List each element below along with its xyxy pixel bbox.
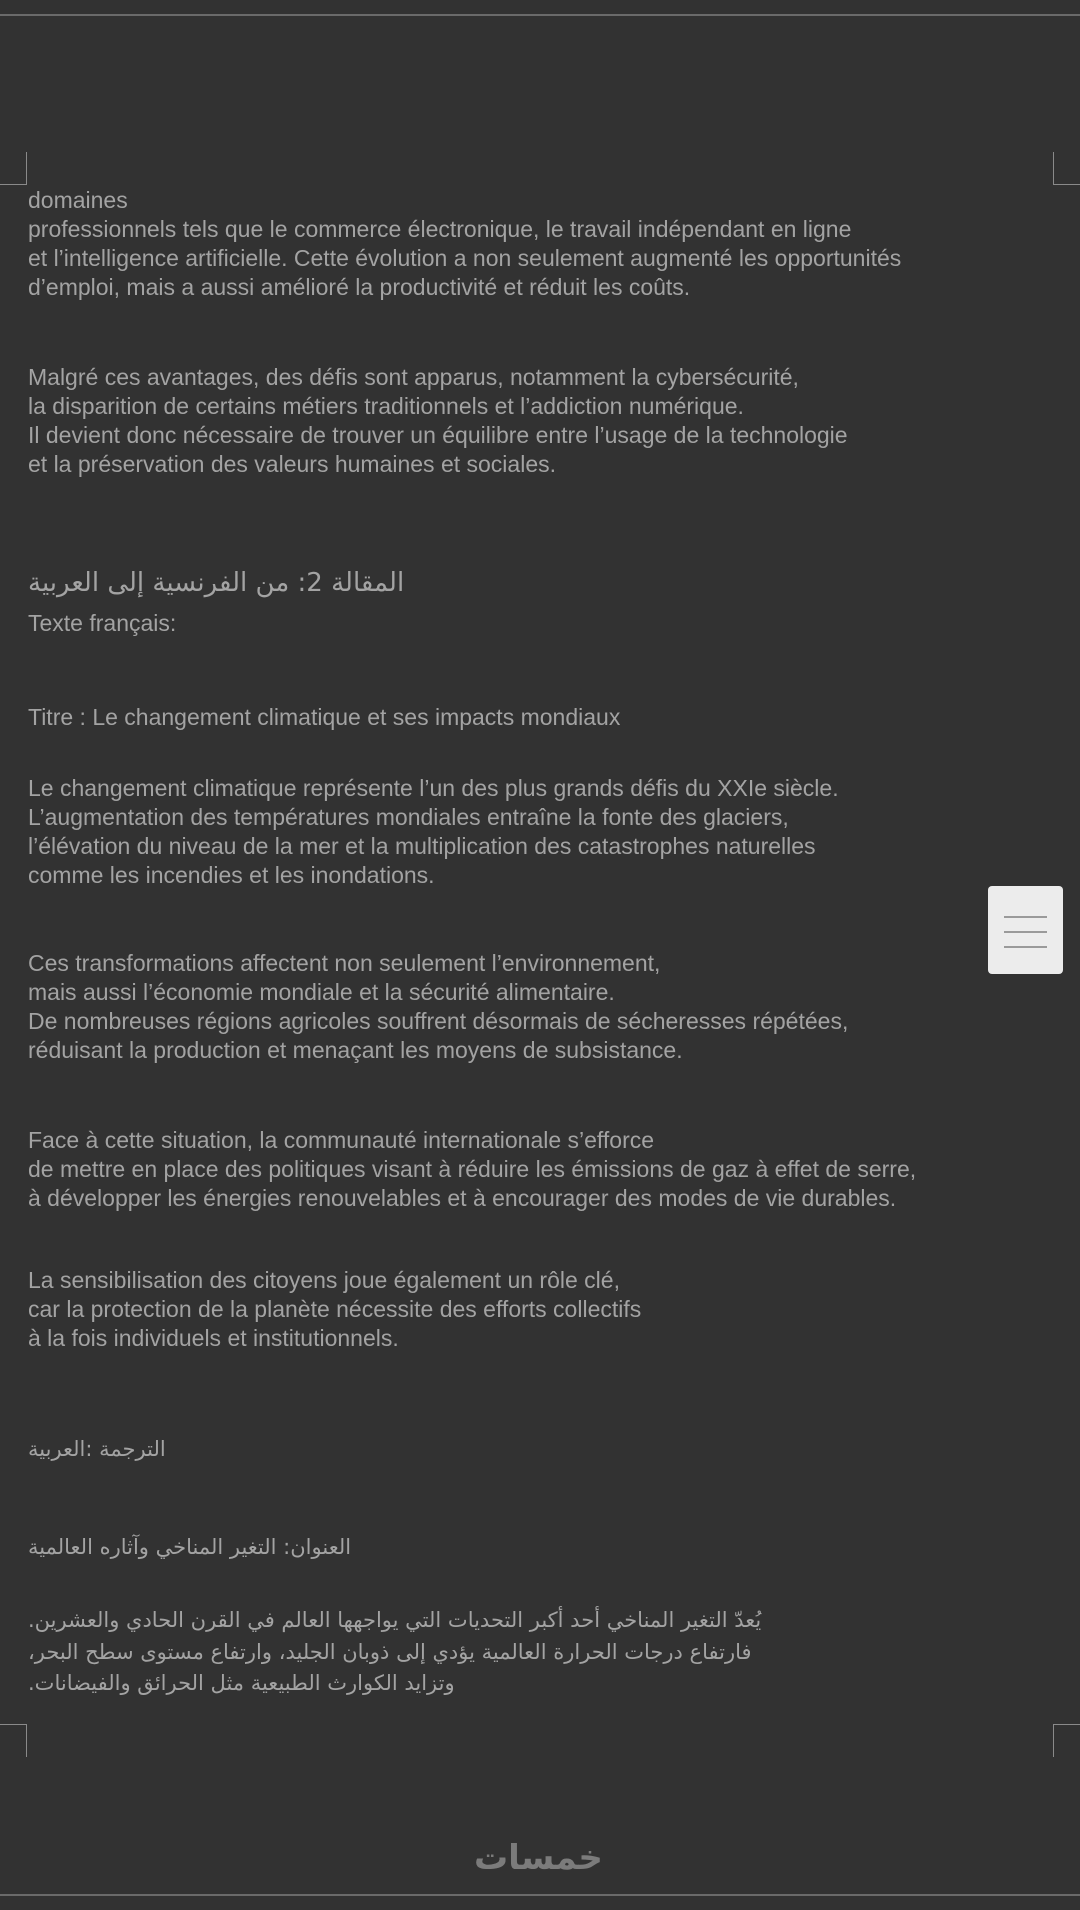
french-title: Titre : Le changement climatique et ses impacts mondiaux: [28, 704, 621, 730]
article2-heading: المقالة 2: من الفرنسية إلى العربية: [28, 568, 405, 598]
article1-paragraph-1: domaines professionnels tels que le commerce électronique, le travail indépendant en ligne et l’intelligence artificielle. Cette évolution a non seulement augmenté les opportunités d’emploi, mais a aussi amélioré la productivité et réduit les coûts.: [28, 187, 902, 300]
top-divider: [0, 14, 1080, 16]
crop-mark-top-left: [0, 152, 27, 185]
bottom-divider: [0, 1894, 1080, 1896]
menu-button[interactable]: [988, 886, 1063, 974]
crop-mark-top-right: [1053, 152, 1080, 185]
arabic-title: العنوان: التغير المناخي وآثاره العالمية: [28, 1535, 352, 1559]
french-paragraph-3: Face à cette situation, la communauté internationale s’efforce de mettre en place des politiques visant à réduire les émissions de gaz à effet de serre, à développer les énergies renouvelables et à encourager des modes de vie durables.: [28, 1127, 917, 1211]
arabic-translation-label: الترجمة :العربية: [28, 1437, 166, 1461]
french-paragraph-1: Le changement climatique représente l’un des plus grands défis du XXIe siècle. L’augmentation des températures mondiales entraîne la fonte des glaciers, l’élévation du niveau de la mer et la multiplication des catastrophes naturelles comme les incendies et les inondations.: [28, 775, 839, 888]
crop-mark-bottom-right: [1053, 1724, 1080, 1757]
french-paragraph-2: Ces transformations affectent non seulement l’environnement, mais aussi l’économie mondiale et la sécurité alimentaire. De nombreuses régions agricoles souffrent désormais de sécheresses répétées, réduisant la production et menaçant les moyens de subsistance.: [28, 950, 849, 1063]
article1-paragraph-2: Malgré ces avantages, des défis sont apparus, notamment la cybersécurité, la disparition de certains métiers traditionnels et l’addiction numérique. Il devient donc nécessaire de trouver un équilibre entre l’usage de la technologie et la préservation des valeurs humaines et sociales.: [28, 364, 848, 477]
french-paragraph-4: La sensibilisation des citoyens joue également un rôle clé, car la protection de la planète nécessite des efforts collectifs à la fois individuels et institutionnels.: [28, 1267, 642, 1351]
crop-mark-bottom-left: [0, 1724, 27, 1757]
khamsat-logo: خمسات: [474, 1838, 603, 1878]
arabic-paragraph: يُعدّ التغير المناخي أحد أكبر التحديات التي يواجهها العالم في القرن الحادي والعشرين. فارتفاع درجات الحرارة العالمية يؤدي إلى ذوبان الجليد، وارتفاع مستوى سطح البحر، وتزايد الكوارث الطبيعية مثل الحرائق والفيضانات.: [28, 1608, 762, 1695]
french-text-label: Texte français:: [28, 610, 177, 636]
